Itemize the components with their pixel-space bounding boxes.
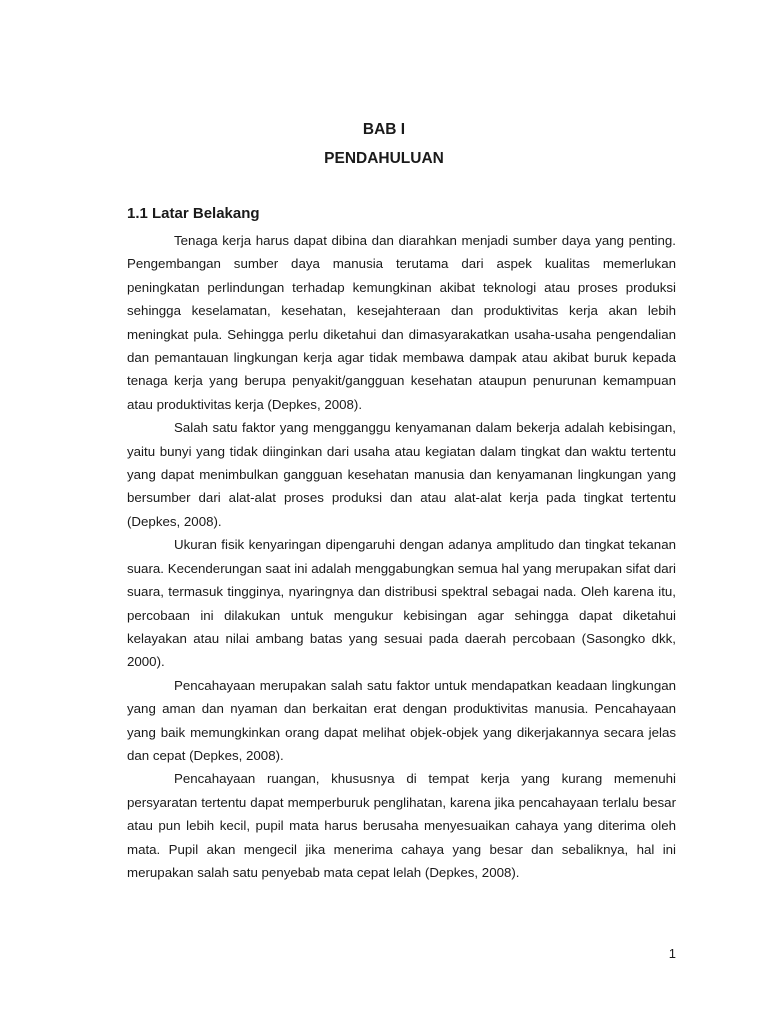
paragraph: Pencahayaan ruangan, khususnya di tempat kerja yang kurang memenuhi persyaratan tertentu dapat memperburuk penglihatan, karena jika pencahayaan terlalu besar atau pun lebih kecil, pupil mata harus berusaha menyesuaikan cahaya yang diterima oleh mata. Pupil akan mengecil jika menerima cahaya yang besar dan sebaliknya, hal ini merupakan salah satu penyebab mata cepat lelah (Depkes, 2008). (127, 771, 676, 880)
paragraph: Pencahayaan merupakan salah satu faktor untuk mendapatkan keadaan lingkungan yang aman dan nyaman dan berkaitan erat dengan produktivitas manusia. Pencahayaan yang baik memungkinkan orang dapat melihat objek-objek yang dikerjakannya secara jelas dan cepat (Depkes, 2008). (127, 677, 676, 763)
chapter-label: BAB I (362, 121, 406, 138)
body-text (127, 229, 676, 884)
chapter-title: PENDAHULUAN (324, 150, 444, 167)
paragraph: Salah satu faktor yang mengganggu kenyamanan dalam bekerja adalah kebisingan, yaitu bunyi yang tidak diinginkan dari usaha atau kegiatan dalam tingkat dan waktu tertentu yang dapat menimbulkan gangguan kesehatan manusia dan kenyamanan lingkungan yang bersumber dari alat-alat proses produksi dan atau alat-alat kerja pada tingkat tertentu (Depkes, 2008). (127, 420, 676, 529)
paragraph: Ukuran fisik kenyaringan dipengaruhi dengan adanya amplitudo dan tingkat tekanan suara. Kecenderungan saat ini adalah menggabungkan semua hal yang merupakan sifat dari suara, termasuk tingginya, nyaringnya dan distribusi spektral sebagai nada. Oleh karena itu, percobaan ini dilakukan untuk mengukur kebisingan agar sehingga dapat diketahui kelayakan atau nilai ambang batas yang sesuai pada daerah percobaan (Sasongko dkk, 2000). (127, 537, 676, 670)
section-heading: 1.1 Latar Belakang (127, 205, 260, 222)
page-number: 1 (668, 946, 676, 961)
paragraph: Tenaga kerja harus dapat dibina dan diarahkan menjadi sumber daya yang penting. Pengembangan sumber daya manusia terutama dari aspek kualitas memerlukan peningkatan perlindungan terhadap kemungkinan akibat teknologi atau proses produksi sehingga keselamatan, kesehatan, kesejahteraan dan produktivitas kerja akan lebih meningkat pula. Sehingga perlu diketahui dan dimasyarakatkan usaha-usaha pengendalian dan pemantauan lingkungan kerja agar tidak membawa dampak atau akibat buruk kepada tenaga kerja yang berupa penyakit/gangguan kesehatan ataupun penurunan kemampuan atau produktivitas kerja (Depkes, 2008). (127, 233, 676, 412)
